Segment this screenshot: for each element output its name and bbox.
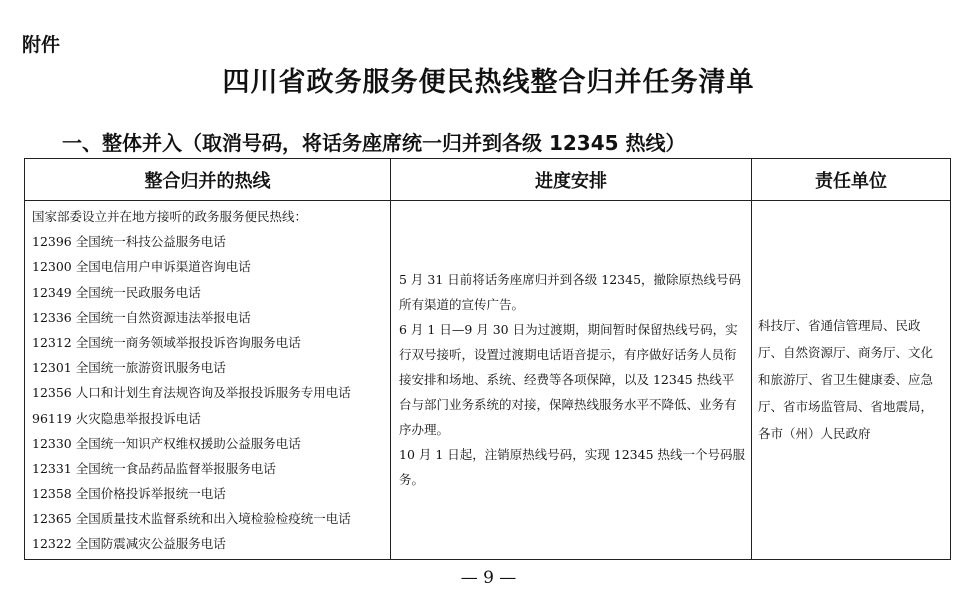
- column-header-responsible: 责任单位: [752, 159, 951, 201]
- document-title: 四川省政务服务便民热线整合归并任务清单: [222, 67, 755, 98]
- hotline-item: 12300 全国电信用户申诉渠道咨询电话: [32, 259, 251, 275]
- attachment-label: 附件: [22, 34, 61, 56]
- hotline-item: 12356 人口和计划生育法规咨询及举报投诉服务专用电话: [32, 385, 351, 401]
- hotline-list-intro: 国家部委设立并在地方接听的政务服务便民热线：: [32, 209, 308, 224]
- hotline-item: 12349 全国统一民政服务电话: [32, 284, 201, 300]
- hotline-item: 12365 全国质量技术监督系统和出入境检验检疫统一电话: [32, 511, 351, 527]
- hotline-item: 12396 全国统一科技公益服务电话: [32, 234, 226, 250]
- section-heading: 一、整体并入（取消号码，将话务座席统一归并到各级 12345 热线）: [62, 131, 686, 155]
- task-table: [24, 158, 951, 560]
- hotline-item: 12331 全国统一食品药品监督举报服务电话: [32, 460, 276, 476]
- table-row: [25, 201, 951, 560]
- table-header-row: [25, 159, 951, 201]
- hotline-list-cell: [25, 201, 391, 560]
- hotline-item: 12330 全国统一知识产权维权援助公益服务电话: [32, 435, 301, 451]
- hotline-item: 12322 全国防震减灾公益服务电话: [32, 536, 226, 552]
- hotline-item: 12301 全国统一旅游资讯服务电话: [32, 360, 226, 376]
- hotline-item: 96119 火灾隐患举报投诉电话: [32, 410, 201, 426]
- hotline-item: 12312 全国统一商务领域举报投诉咨询服务电话: [32, 334, 301, 350]
- schedule-step: 10 月 1 日起，注销原热线号码，实现 12345 热线一个号码服务。: [399, 447, 745, 488]
- column-header-hotlines: 整合归并的热线: [25, 159, 391, 201]
- schedule-step: 6 月 1 日—9 月 30 日为过渡期，期间暂时保留热线号码，实行双号接听，设置过渡期电话语音提示，有序做好话务人员衔接安排和场地、系统、经费等各项保障，以及 12345 热线平台与部门业务系统的对接，保障热线服务水平不降低、业务有序办理。: [399, 322, 738, 438]
- schedule-cell: [391, 201, 752, 560]
- page-number: — 9 —: [460, 568, 517, 588]
- hotline-item: 12336 全国统一自然资源违法举报电话: [32, 309, 251, 325]
- column-header-schedule: 进度安排: [391, 159, 752, 201]
- responsible-units-cell: 科技厅、省通信管理局、民政厅、自然资源厅、商务厅、文化和旅游厅、省卫生健康委、应急厅、省市场监管局、省地震局，各市（州）人民政府: [752, 201, 951, 560]
- hotline-item: 12358 全国价格投诉举报统一电话: [32, 486, 226, 502]
- schedule-step: 5 月 31 日前将话务座席归并到各级 12345，撤除原热线号码所有渠道的宣传广告。: [399, 272, 742, 313]
